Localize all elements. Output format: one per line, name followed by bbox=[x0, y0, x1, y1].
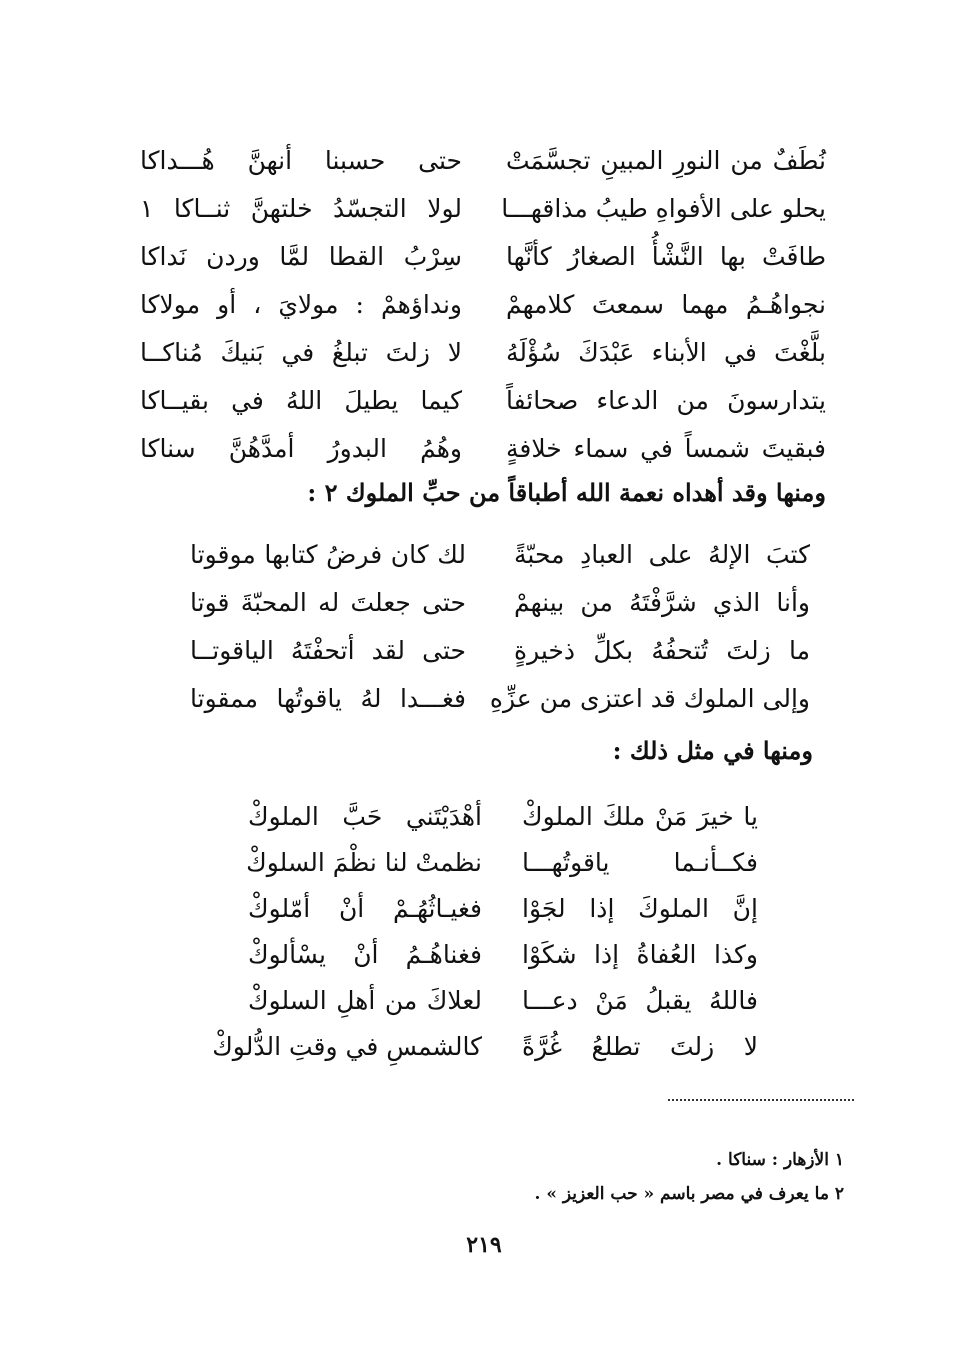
verse bbox=[248, 976, 758, 1026]
second-hemistich: نظمتْ لنا نظْمَ السلوكْ bbox=[246, 848, 482, 877]
first-hemistich: فاللهُ يقبلُ مَنْ دعـــا bbox=[522, 986, 758, 1015]
poem-3 bbox=[212, 792, 758, 1092]
verse bbox=[140, 280, 826, 330]
poem-3-intro: ومنها في مثل ذلك : bbox=[612, 736, 813, 765]
first-hemistich: يا خيرَ مَنْ ملكَ الملوكْ bbox=[522, 802, 758, 831]
second-hemistich: وهُمُ البدورُ أمدَّهُنَّ سناكا bbox=[140, 434, 462, 463]
first-hemistich: فكــأنـما ياقوتُهـــا bbox=[522, 848, 758, 877]
verse bbox=[140, 376, 826, 426]
first-hemistich: طافَتْ بها النَّشْأُ الصغارُ كأنَّها bbox=[506, 242, 826, 271]
verse bbox=[248, 884, 758, 934]
verse bbox=[212, 1022, 758, 1072]
footnote-2: ٢ ما يعرف في مصر باسم « حب العزيز » . bbox=[534, 1184, 844, 1204]
second-hemistich: كالشمسِ في وقتِ الدُّلوكْ bbox=[212, 1032, 482, 1061]
second-hemistich: ونداؤهمْ : مولايَ ، أو مولاكا bbox=[140, 290, 462, 319]
verse bbox=[140, 328, 826, 378]
first-hemistich: وكذا العُفاةُ إذا شكَوْا bbox=[522, 940, 758, 969]
second-hemistich: أهْدَيْتَني حَبَّ الملوكْ bbox=[248, 802, 482, 831]
second-hemistich: حتى حسبنا أنهنَّ هُـــداكا bbox=[140, 146, 462, 175]
first-hemistich: نُطَفٌ من النورِ المبينِ تجسَّمَتْ bbox=[506, 146, 826, 175]
second-hemistich: لا زلتَ تبلغُ في بَنيكَ مُناكــا bbox=[140, 338, 462, 367]
verse bbox=[190, 578, 810, 628]
verse bbox=[190, 626, 810, 676]
second-hemistich: فغناهُـمُ أنْ يسْألوكْ bbox=[248, 940, 482, 969]
first-hemistich: يحلو على الأفواهِ طيبُ مذاقهـــا bbox=[501, 194, 826, 223]
first-hemistich: ما زلتَ تُتحفُهُ بكلِّ ذخيرةٍ bbox=[514, 636, 810, 665]
poem-2 bbox=[190, 530, 810, 730]
first-hemistich: فبقيتَ شمساً في سماء خلافةٍ bbox=[506, 434, 826, 463]
first-hemistich: لا زلتَ تطلعُ غُرَّةً bbox=[522, 1032, 758, 1061]
second-hemistich: فغيـاثُهُـمْ أنْ أمّلوكْ bbox=[248, 894, 482, 923]
verse bbox=[140, 232, 826, 282]
verse bbox=[140, 184, 826, 234]
second-hemistich: سِرْبُ القطا لمَّا وردن نَداكا bbox=[140, 242, 462, 271]
second-hemistich: فغـــدا لهُ ياقوتُها ممقوتا bbox=[190, 684, 466, 713]
verse bbox=[248, 792, 758, 842]
first-hemistich: يتدارسونَ من الدعاء صحائفاً bbox=[506, 386, 826, 415]
footnote-separator bbox=[668, 1099, 854, 1101]
first-hemistich: نجواهُـمُ مهما سمعتَ كلامهمْ bbox=[506, 290, 826, 319]
verse bbox=[190, 674, 810, 724]
first-hemistich: كتبَ الإلهُ على العبادِ محبّةً bbox=[514, 540, 810, 569]
second-hemistich: حتى جعلتَ له المحبّةَ قوتا bbox=[190, 588, 466, 617]
verse bbox=[248, 930, 758, 980]
first-hemistich: وإلى الملوك قد اعتزى من عزِّهِ bbox=[489, 684, 810, 713]
verse bbox=[190, 530, 810, 580]
second-hemistich: لولا التجسّدُ خلتهنَّ ثنــاكا ١ bbox=[140, 194, 462, 223]
poem-1 bbox=[140, 136, 826, 486]
second-hemistich: كيما يطيلَ اللهُ في بقيــاكا bbox=[140, 386, 462, 415]
verse bbox=[248, 838, 758, 888]
verse bbox=[140, 136, 826, 186]
second-hemistich: حتى لقد أتحفْتَهُ الياقوتــا bbox=[190, 636, 466, 665]
poem-2-intro: ومنها وقد أهداه نعمة الله أطباقاً من حبِّ الملوك ٢ : bbox=[307, 478, 826, 507]
footnote-1: ١ الأزهار : سناكا . bbox=[716, 1150, 844, 1170]
verse bbox=[140, 424, 826, 474]
page-number: ٢١٩ bbox=[466, 1232, 502, 1258]
second-hemistich: لك كان فرضُ كتابها موقوتا bbox=[190, 540, 466, 569]
first-hemistich: بلَّغْتَ في الأبناء عَبْدَكَ سُؤْلَهُ bbox=[506, 338, 826, 367]
second-hemistich: لعلاكَ من أهلِ السلوكْ bbox=[248, 986, 482, 1015]
first-hemistich: إنَّ الملوكَ إذا لجَوْا bbox=[522, 894, 758, 923]
first-hemistich: وأنا الذي شرَّفْتَهُ من بينهمْ bbox=[514, 588, 810, 617]
